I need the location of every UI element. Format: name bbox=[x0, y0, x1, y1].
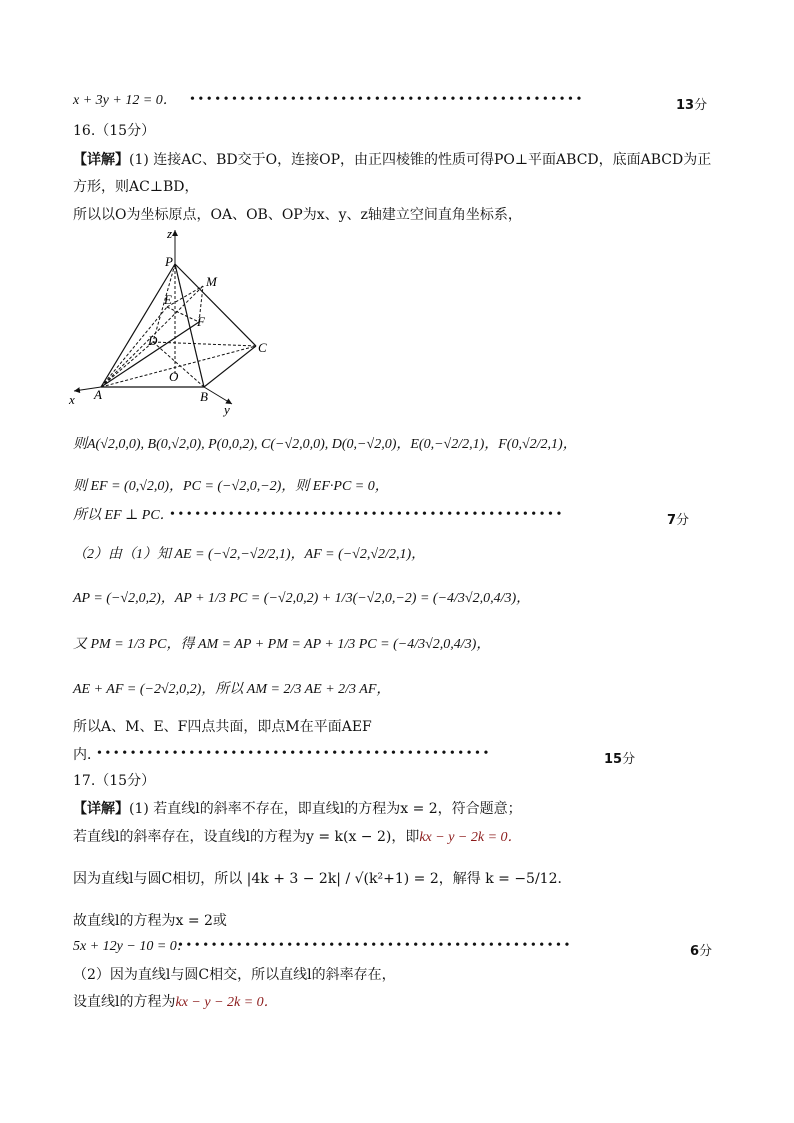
q16-paragraph-1: 【详解】(1) 连接AC、BD交于O，连接OP，由正四棱锥的性质可得PO⊥平面ABCD，底面ABCD为正 bbox=[73, 152, 712, 168]
detail-tag: 【详解】 bbox=[73, 801, 129, 817]
q17-paragraph-2: 若直线l的斜率存在，设直线l的方程为y = k(x − 2)，即kx − y − 2k = 0． bbox=[73, 829, 522, 845]
label-O: O bbox=[169, 369, 179, 384]
q17-paragraph-1: 【详解】(1) 若直线l的斜率不存在，即直线l的方程为x = 2，符合题意； bbox=[73, 801, 522, 817]
score-label: 7分 bbox=[667, 513, 690, 528]
part2-line-c: 又 PM = 1/3 PC，得 AM = AP + PM = AP + 1/3 PC = (−4/3√2,0,4/3)， bbox=[73, 637, 491, 652]
q17-paragraph-3: 因为直线l与圆C相切，所以 |4k + 3 − 2k| / √(k²+1) = 2，解得 k = −5/12． bbox=[73, 871, 572, 887]
part2-line-a: （2）由（1）知 AE = (−√2,−√2/2,1)，AF = (−√2,√2/2,1)， bbox=[73, 547, 426, 562]
label-x: x bbox=[69, 392, 75, 407]
q17-paragraph-6: （2）因为直线l与圆C相交，所以直线l的斜率存在， bbox=[73, 967, 396, 983]
label-B: B bbox=[200, 389, 208, 404]
q16-paragraph-3: 所以以O为坐标原点，OA、OB、OP为x、y、z轴建立空间直角坐标系， bbox=[73, 207, 522, 223]
vector-line: 则 EF = (0,√2,0)，PC = (−√2,0,−2)，则 EF·PC = 0， bbox=[73, 479, 389, 494]
q17-paragraph-7: 设直线l的方程为kx − y − 2k = 0． bbox=[73, 994, 278, 1010]
part2-line-e: 所以A、M、E、F四点共面，即点M在平面AEF bbox=[73, 719, 372, 735]
score-label: 15分 bbox=[604, 752, 636, 767]
dot-leader: • • • • • • • • • • • • • • • • • • • • • • • • • • • • • • • • • • • • • • • • • • • • • • • bbox=[190, 92, 582, 107]
coordinates-line: 则A(√2,0,0), B(0,√2,0), P(0,0,2), C(−√2,0,0), D(0,−√2,0)，E(0,−√2/2,1)，F(0,√2/2,1)， bbox=[73, 437, 577, 452]
q16-paragraph-2: 方形，则AC⊥BD， bbox=[73, 179, 199, 195]
part2-line-d: AE + AF = (−2√2,0,2)，所以 AM = 2/3 AE + 2/3 AF， bbox=[73, 682, 391, 697]
score-label: 6分 bbox=[690, 944, 713, 959]
question-17-header: 17.（15分） bbox=[73, 773, 156, 789]
dot-leader: • • • • • • • • • • • • • • • • • • • • • • • • • • • • • • • • • • • • • • • • • • • • • • • bbox=[178, 938, 570, 953]
perpendicular-line: 所以 EF ⊥ PC． bbox=[73, 508, 174, 523]
pyramid-figure bbox=[66, 224, 286, 419]
label-z: z bbox=[167, 226, 173, 241]
part2-line-f: 内． bbox=[73, 747, 101, 763]
equation-line: x + 3y + 12 = 0． bbox=[73, 93, 177, 108]
q17-paragraph-5: 5x + 12y − 10 = 0． bbox=[73, 939, 191, 954]
label-E: E bbox=[164, 292, 172, 307]
label-P: P bbox=[165, 254, 173, 269]
part2-line-b: AP = (−√2,0,2)，AP + 1/3 PC = (−√2,0,2) + 1/3(−√2,0,−2) = (−4/3√2,0,4/3)， bbox=[73, 591, 531, 606]
dot-leader: • • • • • • • • • • • • • • • • • • • • • • • • • • • • • • • • • • • • • • • • • • • • • • • bbox=[170, 507, 562, 522]
score-label: 13分 bbox=[676, 98, 708, 113]
label-y: y bbox=[224, 402, 230, 417]
label-A: A bbox=[94, 387, 102, 402]
label-M: M bbox=[206, 274, 217, 289]
detail-tag: 【详解】 bbox=[73, 152, 129, 168]
label-C: C bbox=[258, 340, 267, 355]
label-D: D bbox=[148, 333, 158, 348]
question-16-header: 16.（15分） bbox=[73, 123, 156, 139]
dot-leader: • • • • • • • • • • • • • • • • • • • • • • • • • • • • • • • • • • • • • • • • • • • • • • • bbox=[97, 746, 489, 761]
q17-paragraph-4: 故直线l的方程为x = 2或 bbox=[73, 913, 227, 929]
label-F: F bbox=[197, 314, 205, 329]
